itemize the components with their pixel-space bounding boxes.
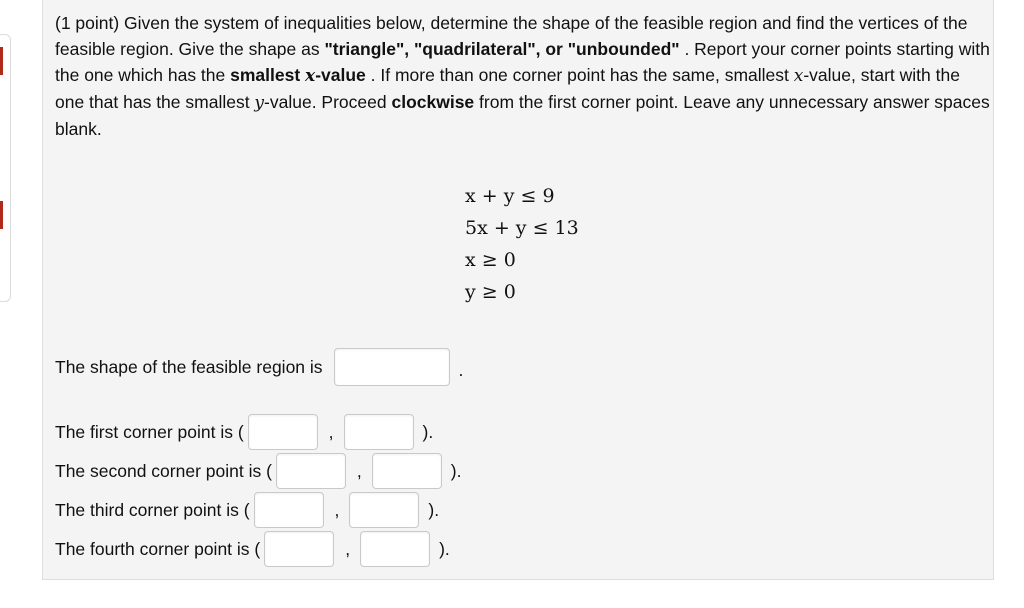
left-navigation-strip — [0, 34, 11, 302]
problem-statement: (1 point) Given the system of inequalities below, determine the shape of the feasible region and find the vertices of the feasible region. Give the shape as "triangle", "quadrilateral", or "unbounded" . Report your corner points starting with the one which has the smallest x-value . If more than one corner point has the same, smallest x-value, start with the one that has the smallest y-value. Proceed clockwise from the first corner point. Leave any unnecessary answer spaces blank. — [55, 13, 990, 139]
shape-question-row — [55, 348, 463, 386]
corner-point-row — [55, 531, 450, 567]
status-marker — [0, 201, 3, 229]
corner-y-input[interactable] — [360, 531, 430, 567]
corner-x-input[interactable] — [264, 531, 334, 567]
corner-x-input[interactable] — [254, 492, 324, 528]
corner-point-row — [55, 414, 433, 450]
corner-point-label: The first corner point is ( — [55, 421, 244, 442]
shape-answer-input[interactable] — [334, 348, 450, 386]
corner-y-input[interactable] — [372, 453, 442, 489]
corner-y-input[interactable] — [349, 492, 419, 528]
shape-period: . — [458, 359, 464, 380]
corner-point-row — [55, 492, 439, 528]
comma-separator: , — [334, 499, 340, 520]
clockwise-emphasis: clockwise — [391, 92, 475, 112]
inequality-1: x + y ≤ 9 — [465, 185, 555, 207]
inequality-4: y ≥ 0 — [465, 281, 516, 303]
corner-point-row — [55, 453, 462, 489]
close-paren: ). — [422, 421, 434, 442]
problem-panel — [42, 0, 994, 580]
corner-point-label: The third corner point is ( — [55, 499, 250, 520]
corner-point-label: The fourth corner point is ( — [55, 538, 261, 559]
corner-x-input[interactable] — [276, 453, 346, 489]
status-marker — [0, 47, 3, 75]
inequality-2: 5x + y ≤ 13 — [465, 217, 579, 239]
comma-separator: , — [356, 460, 362, 481]
comma-separator: , — [345, 538, 351, 559]
corner-y-input[interactable] — [344, 414, 414, 450]
inequality-3: x ≥ 0 — [465, 249, 516, 271]
corner-x-input[interactable] — [248, 414, 318, 450]
close-paren: ). — [439, 538, 450, 559]
close-paren: ). — [428, 499, 440, 520]
shape-options: "triangle", "quadrilateral", or "unbounded" — [324, 39, 680, 59]
corner-point-label: The second corner point is ( — [55, 460, 272, 481]
comma-separator: , — [328, 421, 334, 442]
close-paren: ). — [450, 460, 462, 481]
shape-question-label: The shape of the feasible region is — [55, 356, 323, 377]
inequality-system — [465, 180, 579, 308]
smallest-emphasis: smallest x-value — [230, 65, 366, 86]
